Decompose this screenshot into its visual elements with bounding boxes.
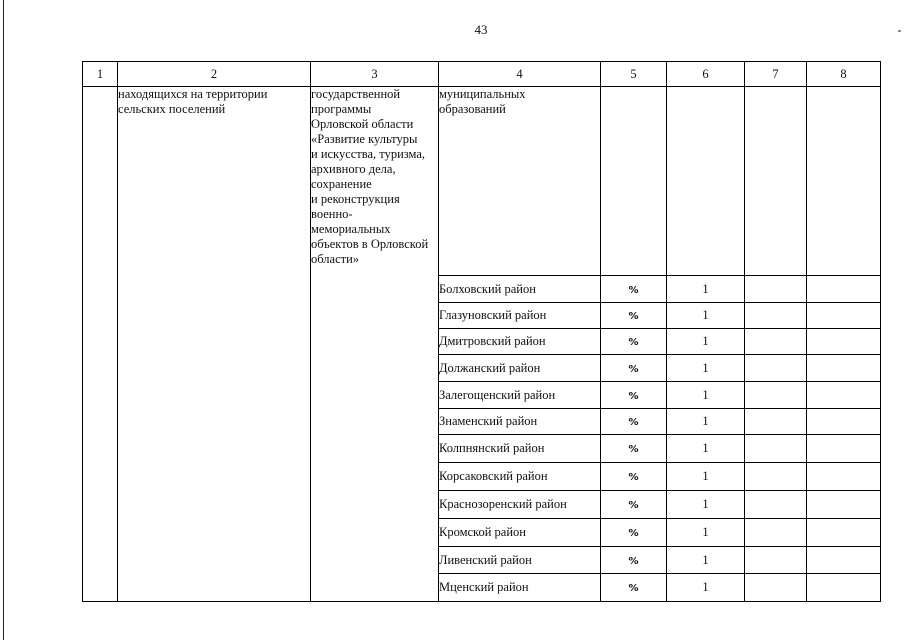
region-name-cell: Залегощенский район (439, 382, 601, 409)
column-header-4: 4 (439, 62, 601, 87)
text-line: «Развитие культуры (311, 132, 418, 146)
column-header-7: 7 (745, 62, 807, 87)
region-name-cell: Должанский район (439, 355, 601, 382)
column-header-3: 3 (311, 62, 439, 87)
column-header-1: 1 (83, 62, 118, 87)
region-name-cell: Колпнянский район (439, 435, 601, 463)
text-line: военно- (311, 207, 353, 221)
indicator-cell: находящихся на территории сельских поселений (118, 87, 311, 602)
unit-cell (601, 519, 667, 547)
value-cell: 1 (667, 463, 745, 491)
unit-cell (601, 491, 667, 519)
percent-sign: % (628, 444, 639, 455)
value-cell: 1 (667, 329, 745, 355)
percent-sign: % (628, 337, 639, 348)
unit-cell (601, 303, 667, 329)
margin-rule (3, 0, 4, 640)
unit-cell (601, 276, 667, 303)
region-name-cell: Дмитровский район (439, 329, 601, 355)
value-cell: 1 (667, 574, 745, 602)
text-line: мемориальных (311, 222, 391, 236)
value-cell: 1 (667, 491, 745, 519)
percent-sign: % (628, 583, 639, 594)
text-line: государственной (311, 87, 401, 101)
region-name-cell: Корсаковский район (439, 463, 601, 491)
percent-sign: % (628, 284, 639, 296)
value-cell: 1 (667, 547, 745, 574)
col7-cell (745, 574, 807, 602)
column-header-8: 8 (807, 62, 881, 87)
col7-cell (745, 491, 807, 519)
col8-cell (807, 435, 881, 463)
col8-cell (807, 547, 881, 574)
indicator-table (82, 61, 881, 602)
unit-cell (601, 382, 667, 409)
text-line: сохранение (311, 177, 372, 191)
region-name-cell: Глазуновский район (439, 303, 601, 329)
percent-sign: % (628, 390, 639, 402)
unit-cell (601, 435, 667, 463)
text-line: образований (439, 102, 506, 116)
column-header-2: 2 (118, 62, 311, 87)
col8-cell (807, 409, 881, 435)
percent-sign: % (628, 363, 639, 375)
column-header-5: 5 (601, 62, 667, 87)
unit-cell (601, 329, 667, 355)
page-number: 43 (474, 22, 488, 37)
col7-cell (745, 547, 807, 574)
col7-cell (745, 276, 807, 303)
value-cell: 1 (667, 435, 745, 463)
text-line: и искусства, туризма, (311, 147, 426, 161)
value-cell: 1 (667, 409, 745, 435)
region-name-cell: Мценский район (439, 574, 601, 602)
percent-sign: % (628, 528, 639, 539)
program-cell (311, 87, 439, 602)
text-line: архивного дела, (311, 162, 396, 176)
col7-cell (745, 435, 807, 463)
unit-cell (601, 409, 667, 435)
col8-cell (807, 463, 881, 491)
text-line: программы (311, 102, 372, 116)
percent-sign: % (628, 311, 639, 322)
header-row (83, 62, 881, 87)
col8-cell (807, 303, 881, 329)
col8-cell (807, 519, 881, 547)
text-line: муниципальных (439, 87, 526, 101)
unit-cell (601, 355, 667, 382)
col7-cell (745, 519, 807, 547)
text-line: Орловской области (311, 117, 414, 131)
municipal-label-cell (439, 87, 601, 276)
col8-cell-empty (807, 87, 881, 276)
value-cell: 1 (667, 355, 745, 382)
col7-cell-empty (745, 87, 807, 276)
number-cell (83, 87, 118, 602)
percent-sign: % (628, 500, 639, 511)
col8-cell (807, 329, 881, 355)
column-header-6: 6 (667, 62, 745, 87)
value-cell-empty (667, 87, 745, 276)
intro-row (83, 87, 881, 276)
col8-cell (807, 382, 881, 409)
percent-sign: % (628, 555, 639, 567)
unit-cell (601, 574, 667, 602)
col7-cell (745, 409, 807, 435)
region-name-cell: Знаменский район (439, 409, 601, 435)
col8-cell (807, 276, 881, 303)
value-cell: 1 (667, 276, 745, 303)
text-line: и реконструкция (311, 192, 400, 206)
text-line: области» (311, 252, 360, 266)
text-line: объектов в Орловской (311, 237, 429, 251)
region-name-cell: Ливенский район (439, 547, 601, 574)
col8-cell (807, 491, 881, 519)
col7-cell (745, 303, 807, 329)
col7-cell (745, 329, 807, 355)
col7-cell (745, 463, 807, 491)
col7-cell (745, 382, 807, 409)
value-cell: 1 (667, 303, 745, 329)
col7-cell (745, 355, 807, 382)
region-name-cell: Кромской район (439, 519, 601, 547)
col8-cell (807, 574, 881, 602)
col8-cell (807, 355, 881, 382)
region-name-cell: Краснозоренский район (439, 491, 601, 519)
percent-sign: % (628, 417, 639, 428)
percent-sign: % (628, 472, 639, 483)
value-cell: 1 (667, 382, 745, 409)
unit-cell (601, 463, 667, 491)
unit-cell-empty (601, 87, 667, 276)
region-name-cell: Болховский район (439, 276, 601, 303)
unit-cell (601, 547, 667, 574)
value-cell: 1 (667, 519, 745, 547)
